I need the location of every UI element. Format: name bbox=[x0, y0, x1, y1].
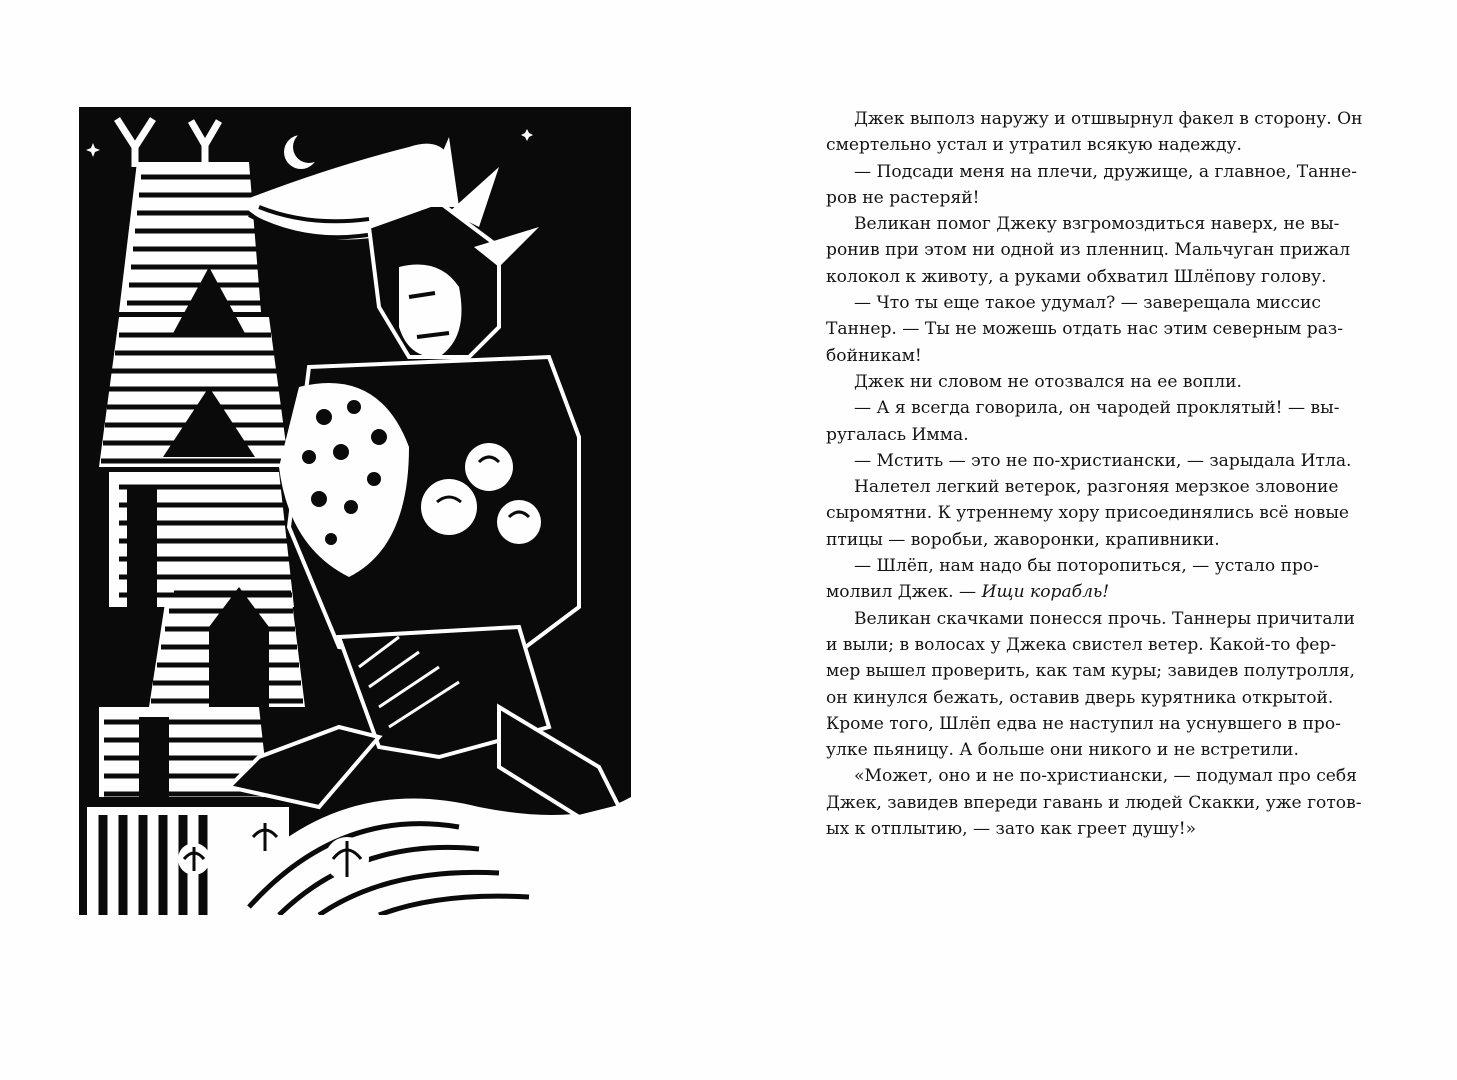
text-line: Джек, завидев впереди гавань и людей Скакки, уже готов- bbox=[826, 792, 1362, 813]
text-line: колокол к животу, а руками обхватил Шлёпову голову. bbox=[826, 266, 1327, 287]
text-line: Великан скачками понесся прочь. Таннеры причитали bbox=[854, 608, 1355, 629]
text-line: смертельно устал и утратил всякую надежду. bbox=[826, 135, 1242, 156]
text-line: ронив при этом ни одной из пленниц. Мальчуган прижал bbox=[826, 240, 1351, 261]
left-page bbox=[0, 0, 728, 1080]
text-line: ругалась Имма. bbox=[826, 424, 969, 445]
text-line: улке пьяницу. А больше они никого и не встретили. bbox=[826, 740, 1299, 761]
text-line: птицы — воробьи, жаворонки, крапивники. bbox=[826, 529, 1220, 550]
text-line: — Шлёп, нам надо бы поторопиться, — устало про- bbox=[854, 556, 1319, 577]
right-page bbox=[728, 0, 1457, 1080]
text-line: сыромятни. К утреннему хору присоединялись всё новые bbox=[826, 503, 1350, 524]
text-line: мер вышел проверить, как там куры; завидев полутролля, bbox=[826, 661, 1355, 682]
text-line: он кинулся бежать, оставив дверь курятника открытой. bbox=[826, 687, 1334, 708]
text-line: — Что ты еще такое удумал? — заверещала миссис bbox=[854, 293, 1321, 314]
text-line: бойникам! bbox=[826, 345, 922, 366]
text-line bbox=[826, 579, 1317, 605]
story-text bbox=[826, 106, 1363, 842]
text-line: Джек ни словом не отозвался на ее вопли. bbox=[854, 371, 1242, 392]
text-line: Джек выполз наружу и отшвырнул факел в сторону. Он bbox=[854, 109, 1363, 129]
text-line: ых к отплытию, — зато как греет душу!» bbox=[826, 819, 1197, 840]
text-line: Великан помог Джеку взгромоздиться наверх, не вы- bbox=[854, 214, 1340, 235]
text-emphasis: Ищи корабль! bbox=[981, 582, 1110, 603]
woodcut-illustration bbox=[79, 107, 631, 915]
text-line: — Подсади меня на плечи, дружище, а главное, Таннe- bbox=[854, 161, 1358, 182]
text-line: Кроме того, Шлёп едва не наступил на уснувшего в про- bbox=[826, 713, 1341, 734]
text-line: Налетел легкий ветерок, разгоняя мерзкое зловоние bbox=[854, 477, 1339, 498]
text-line: «Может, оно и не по-христиански, — подумал про себя bbox=[854, 766, 1357, 787]
text-line: ров не растеряй! bbox=[826, 187, 980, 208]
illustration-art bbox=[79, 107, 631, 915]
text-line: — А я всегда говорила, он чародей проклятый! — вы- bbox=[854, 398, 1340, 419]
text-line: и выли; в волосах у Джека свистел ветер. Какой-то фер- bbox=[826, 634, 1337, 655]
text-line: Таннер. — Ты не можешь отдать нас этим северным раз- bbox=[826, 319, 1344, 340]
text-line: — Мстить — это не по-христиански, — зарыдала Итла. bbox=[854, 450, 1352, 471]
text-span: молвил Джек. — bbox=[826, 582, 982, 603]
